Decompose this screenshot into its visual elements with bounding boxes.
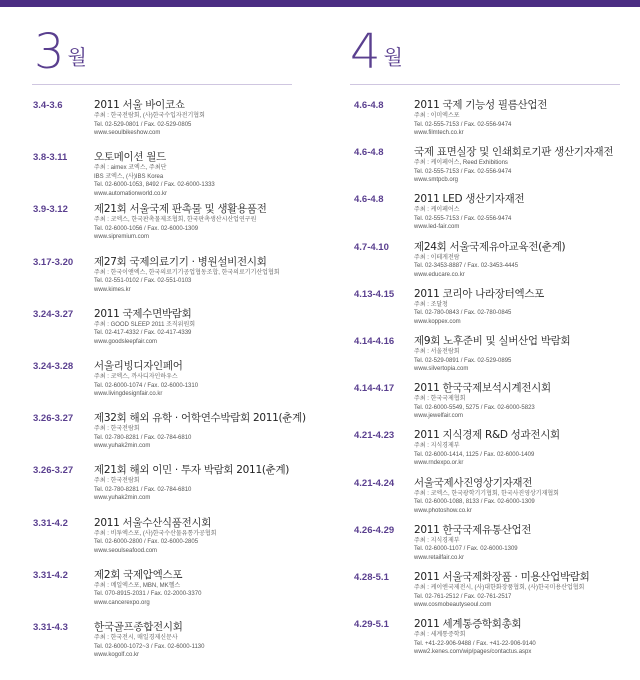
event-title: 제32회 해외 유학 · 어학연수박람회 2011(춘계)	[94, 412, 306, 425]
event-date: 4.14-4.16	[354, 336, 395, 347]
event-website: www.cancerexpo.org	[94, 599, 150, 606]
event-date: 4.6-4.8	[354, 194, 384, 206]
event-detail: Tel. 02-555-7153 / Fax. 02-556-9474	[414, 168, 512, 175]
event-website: www.yuhak2min.com	[94, 495, 151, 502]
event-title: 한국골프종합전시회	[94, 621, 183, 633]
event-detail: Tel. +41-22-906-9488 / Fax. +41-22-906-9140	[414, 640, 536, 647]
month-number: 3	[34, 24, 64, 80]
event-title: 서울리빙디자인페어	[94, 360, 183, 372]
event-detail: Tel. 02-761-2512 / Fax. 02-761-2517	[414, 593, 512, 600]
event-detail: 주최 : GOOD SLEEP 2011 조직위원회	[94, 321, 196, 328]
event-detail: 주최 : 한국전람회	[94, 478, 140, 485]
event-info	[414, 241, 565, 280]
event-title: 2011 세계통증학회총회	[414, 618, 522, 631]
event-date: 3.9-3.12	[33, 204, 68, 216]
event-website: www.photoshow.co.kr	[414, 507, 472, 514]
event-detail: Tel. 02-529-0801 / Fax. 02-529-0805	[94, 121, 192, 128]
event-title: 제21회 해외 이민 · 투자 박람회 2011(춘계)	[94, 464, 290, 477]
event-website: www.retailfair.co.kr	[414, 554, 465, 561]
event-date: 3.31-4.2	[33, 569, 68, 581]
event-detail: Tel. 02-780-8281 / Fax. 02-784-6810	[94, 486, 192, 493]
event-entry	[0, 518, 320, 576]
event-website: www.kogolf.co.kr	[94, 652, 140, 658]
event-detail: 주최 : 지식경제부	[414, 537, 460, 544]
event-detail: Tel. 02-529-0891 / Fax. 02-529-0895	[414, 357, 512, 364]
event-title: 제21회 서울국제 판촉물 및 생활용품전	[94, 203, 267, 216]
event-date: 3.31-4.3	[33, 622, 68, 633]
event-detail: 주최 : 메일엑스포, MBN, MK헬스	[94, 582, 181, 589]
event-website: www2.kenes.com/wip/pages/contactus.aspx	[414, 649, 532, 656]
month-number: 4	[350, 24, 380, 80]
event-entry	[0, 413, 320, 471]
event-detail: 주최 : 한국전시, 매일경제신문사	[94, 635, 178, 641]
event-entry	[0, 309, 320, 367]
event-website: www.kimes.kr	[94, 286, 131, 293]
event-website: www.silvertopia.com	[414, 366, 469, 372]
event-website: www.goodsleepfair.com	[94, 338, 158, 345]
event-detail: Tel. 070-8915-2031 / Fax. 02-2000-3370	[94, 591, 202, 598]
event-date: 3.24-3.28	[33, 361, 74, 372]
event-date: 3.8-3.11	[33, 152, 68, 164]
event-info	[414, 146, 613, 185]
event-entry	[0, 204, 320, 262]
event-detail: 주최 : 이테게전람	[414, 254, 460, 261]
event-info	[414, 429, 560, 468]
event-website: www.seoulbikeshow.com	[94, 130, 161, 136]
event-date: 3.17-3.20	[33, 256, 74, 268]
event-info	[94, 203, 267, 242]
event-title: 2011 한국국제유통산업전	[414, 523, 532, 536]
month-unit: 월	[67, 45, 87, 69]
event-info	[94, 412, 306, 451]
heading-rule	[32, 84, 292, 85]
event-date: 4.26-4.29	[354, 524, 395, 536]
event-detail: 주최 : 케이페어스, Reed Exhibitions	[414, 160, 508, 167]
event-detail: 주최 : 케이페어스	[414, 207, 460, 214]
event-website: www.yuhak2min.com	[94, 443, 151, 450]
event-detail: 주최 : 코엑스, 까사디자인하우스	[94, 374, 178, 380]
event-detail: 주최 : 한국전람회, (사)한국수입자전기협회	[94, 113, 205, 119]
event-detail: 주최 : 코엑스, 한국광학기기협회, 한국사진영상기재협회	[414, 490, 559, 497]
event-detail: Tel. 02-6000-1053, 8492 / Fax. 02-6000-1333	[94, 182, 215, 189]
event-title: 2011 서울 바이코쇼	[94, 99, 185, 111]
event-title: 2011 LED 생산기자재전	[414, 193, 525, 206]
event-info	[94, 151, 215, 198]
month-heading	[34, 24, 87, 80]
event-date: 3.24-3.27	[33, 308, 74, 320]
event-info	[414, 335, 570, 374]
event-info	[94, 360, 198, 399]
event-title: 2011 코리아 나라장터엑스포	[414, 287, 545, 300]
event-detail: 주최 : 비투엑스포, (사)한국수산물유통가공협회	[94, 530, 217, 537]
month-heading	[350, 24, 403, 80]
event-title: 2011 지식경제 R&D 성과전시회	[414, 429, 560, 442]
event-date: 4.14-4.17	[354, 383, 395, 395]
event-date: 4.7-4.10	[354, 241, 389, 253]
event-info	[94, 256, 280, 295]
month-unit: 월	[383, 45, 403, 69]
event-website: www.smtpcb.org	[414, 177, 459, 184]
event-info	[94, 464, 289, 503]
event-website: www.filmtech.co.kr	[414, 130, 464, 136]
event-detail: 주최 : 지식경제부	[414, 443, 460, 450]
event-detail: 주최 : 한국전람회	[94, 426, 140, 433]
event-detail: Tel. 02-780-8281 / Fax. 02-784-6810	[94, 434, 192, 441]
event-title: 국제 표면실장 및 인쇄회로기판 생산기자재전	[414, 146, 614, 159]
event-title: 2011 한국국제보석시계전시회	[414, 382, 551, 395]
event-detail: Tel. 02-3453-8887 / Fax. 02-3453-4445	[414, 263, 519, 270]
event-detail: Tel. 02-551-0102 / Fax. 02-551-0103	[94, 278, 192, 285]
event-website: www.sipremium.com	[94, 234, 150, 241]
event-detail: Tel. 02-417-4332 / Fax. 02-417-4339	[94, 330, 192, 337]
event-info	[414, 99, 547, 138]
event-entry	[0, 622, 320, 680]
event-info	[414, 193, 524, 232]
event-date: 3.26-3.27	[33, 465, 74, 477]
event-detail: 주최 : 코엑스, 한국판촉물제조협회, 한국판촉생산시산업연구원	[94, 217, 257, 224]
event-detail: 주최 : 세계통증학회	[414, 632, 466, 639]
event-detail: 주최 : 한국이앤엑스, 한국의료기기공업협동조합, 한국의료기기산업협회	[94, 269, 280, 276]
event-website: www.automationworld.co.kr	[94, 190, 168, 197]
event-detail: IBS 코엑스, (사)IBS Korea	[94, 173, 164, 180]
event-title: 2011 국제수면박람회	[94, 307, 192, 320]
event-date: 4.13-4.15	[354, 288, 395, 300]
event-info	[94, 621, 204, 660]
event-website: www.led-fair.com	[414, 224, 460, 231]
top-banner	[0, 0, 640, 7]
event-detail: 주최 : 조달청	[414, 301, 448, 308]
event-info	[414, 382, 551, 421]
event-info	[94, 99, 205, 138]
event-date: 4.28-5.1	[354, 572, 389, 583]
event-date: 4.29-5.1	[354, 619, 389, 631]
event-detail: Tel. 02-555-7153 / Fax. 02-556-9474	[414, 121, 512, 128]
heading-rule	[350, 84, 620, 85]
event-date: 3.4-3.6	[33, 100, 63, 111]
event-website: www.cosmobeautyseoul.com	[414, 602, 492, 608]
event-title: 2011 서울국제화장품 · 미용산업박람회	[414, 571, 590, 583]
event-website: www.livingdesignfair.co.kr	[94, 391, 163, 397]
event-detail: Tel. 02-555-7153 / Fax. 02-556-9474	[414, 215, 512, 222]
event-detail: Tel. 02-6000-1107 / Fax. 02-6000-1309	[414, 546, 518, 553]
event-entry	[0, 152, 320, 210]
event-date: 4.21-4.24	[354, 477, 395, 489]
event-entry	[0, 465, 320, 523]
event-website: www.jewelfair.com	[414, 413, 464, 420]
event-info	[414, 524, 531, 563]
event-date: 3.26-3.27	[33, 413, 74, 425]
event-detail: Tel. 02-6000-1414, 1125 / Fax. 02-6000-1409	[414, 451, 535, 458]
event-website: www.koppex.com	[414, 318, 461, 325]
event-detail: 주최 : 한국국제협회	[414, 396, 466, 403]
event-date: 4.21-4.23	[354, 430, 395, 442]
event-detail: Tel. 02-6000-1056 / Fax. 02-6000-1309	[94, 225, 199, 232]
event-title: 오토메이션 월드	[94, 151, 166, 164]
event-title: 제27회 국제의료기기 · 병원설비전시회	[94, 255, 267, 268]
event-title: 2011 국제 기능성 필름산업전	[414, 99, 548, 111]
event-detail: 주최 : 이미엑스포	[414, 113, 460, 119]
event-detail: Tel. 02-6000-2800 / Fax. 02-6000-2805	[94, 539, 199, 546]
event-website: www.seoulseafood.com	[94, 547, 158, 554]
event-detail: Tel. 02-6000-1074 / Fax. 02-6000-1310	[94, 382, 199, 389]
event-entry	[0, 361, 320, 419]
event-entry	[0, 570, 320, 628]
event-date: 4.6-4.8	[354, 100, 384, 111]
event-title: 서울국제사진영상기자재전	[414, 476, 533, 489]
event-website: www.rndexpo.or.kr	[414, 460, 464, 467]
event-detail: 주최 : aimex 코엑스, 주최단	[94, 165, 167, 172]
event-detail: Tel. 02-6000-1088, 8133 / Fax. 02-6000-1309	[414, 499, 535, 506]
event-detail: 주최 : 케이엔국제전시, (사)대한화장품협회, (사)한국미용산업협회	[414, 585, 585, 591]
event-title: 제24회 서울국제유아교육전(춘계)	[414, 240, 566, 253]
event-entry	[0, 257, 320, 315]
event-date: 3.31-4.2	[33, 517, 68, 529]
event-title: 제9회 노후준비 및 실버산업 박람회	[414, 335, 571, 347]
event-info	[94, 569, 201, 608]
event-detail: 주최 : 서울전람회	[414, 349, 460, 355]
event-detail: Tel. 02-6000-1072~3 / Fax. 02-6000-1130	[94, 643, 205, 650]
event-website: www.educare.co.kr	[414, 271, 465, 278]
event-info	[414, 477, 559, 516]
event-info	[414, 618, 536, 657]
event-title: 제2회 국제압엑스포	[94, 568, 183, 581]
event-detail: Tel. 02-780-0843 / Fax. 02-780-0845	[414, 310, 512, 317]
event-title: 2011 서울수산식품전시회	[94, 516, 212, 529]
event-info	[414, 571, 589, 610]
event-info	[94, 308, 195, 347]
event-date: 4.6-4.8	[354, 147, 384, 159]
event-info	[414, 288, 544, 327]
event-entry	[320, 619, 640, 677]
event-info	[94, 517, 216, 556]
event-detail: Tel. 02-6000-5549, 5275 / Fax. 02-6000-5823	[414, 404, 535, 411]
event-entry	[0, 100, 320, 158]
